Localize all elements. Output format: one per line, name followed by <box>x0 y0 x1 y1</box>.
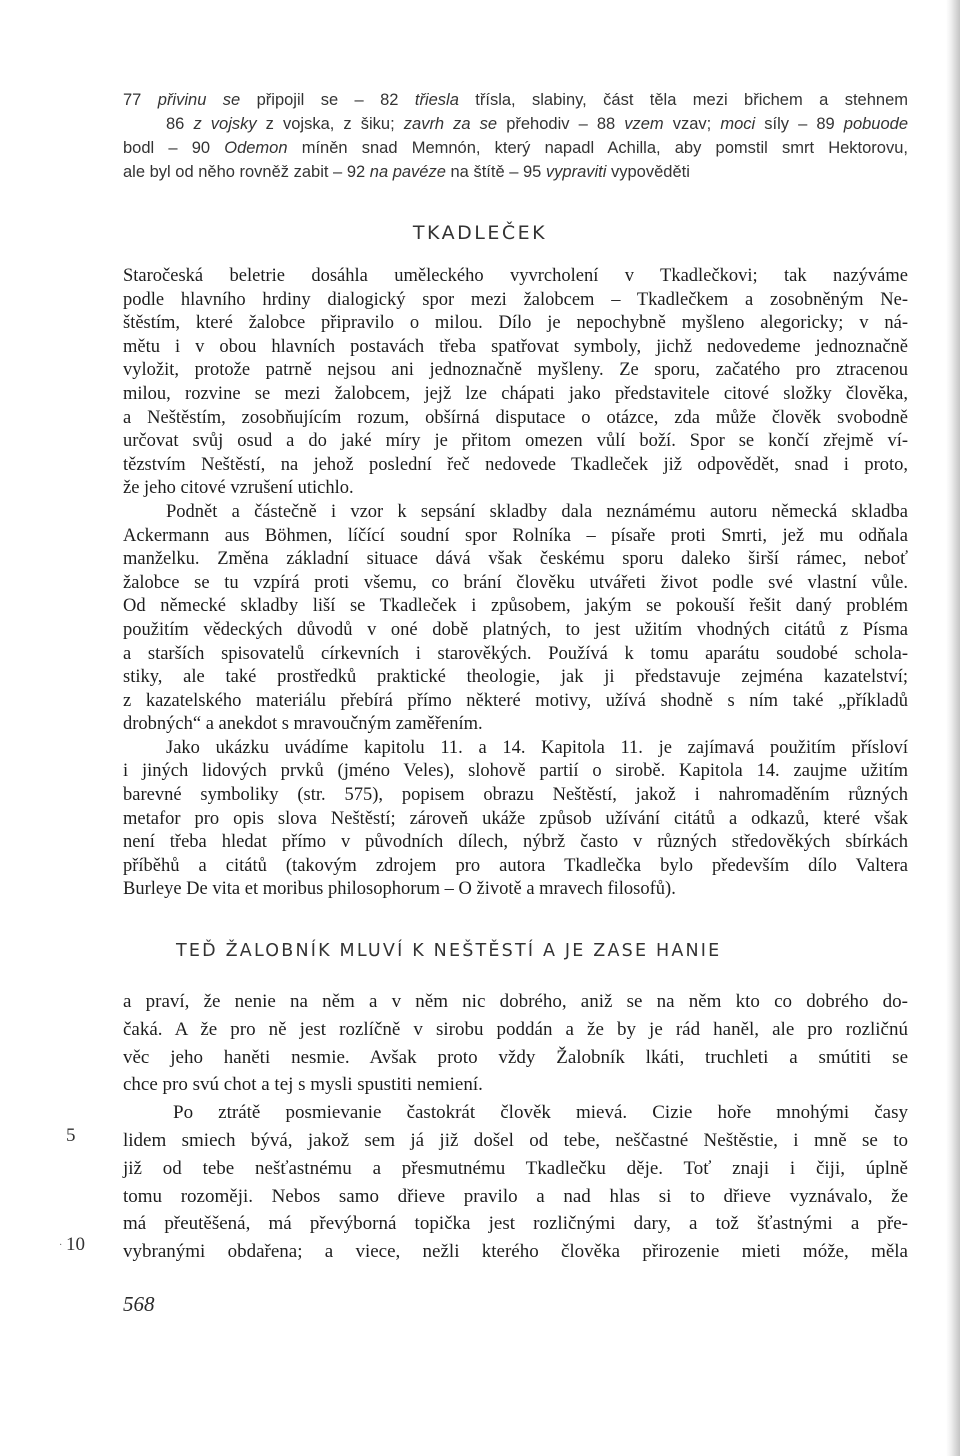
page-number: 568 <box>123 1292 155 1316</box>
footnote-term: moci <box>720 115 756 133</box>
intro-line: a Neštěstím, zosobňujícím rozum, obšírná disputace o otázce, zda může člověk svobodně <box>123 407 908 428</box>
intro-line: použitím vědeckých důvodů v oné době platných, to jest užitím vhodných citátů z Písma <box>123 619 908 640</box>
footnote-gloss: připojil se – 82 <box>240 91 415 109</box>
footnote-gloss: z vojska, z šiku; <box>256 115 404 133</box>
intro-line: z kazatelského materiálu přebírá přímo některé motivy, užívá shodně s ním také „příkladů <box>123 690 908 711</box>
intro-line: štěstím, které žalobce připravilo o milou. Dílo je nepochybně myšleno alegoricky; v ná- <box>123 313 908 334</box>
intro-line: i jiných lidových prvků (jméno Veles), slohově partií o sirobě. Kapitola 14. zaujme užitím <box>123 761 908 782</box>
intro-line: Jako ukázku uvádíme kapitolu 11. a 14. Kapitola 11. je zajímavá použitím přísloví <box>166 737 908 758</box>
intro-line: že jeho citové vzrušení utichlo. <box>123 478 354 499</box>
footnote-gloss: 77 <box>123 91 158 109</box>
intro-line: barevné symboliky (str. 575), popisem obrazu Neštěstí, jakož i nahromaděním různých <box>123 785 908 806</box>
intro-line: milou, rozvine se mezi žalobcem, jejž lze chápati jako představitele citové složky člověka, <box>123 383 908 404</box>
text-line: a praví, že nenie na něm a v něm nic dobrého, aniž se na něm kto co dobrého do- <box>123 991 908 1012</box>
text-line: lidem smiech bývá, jakož sem já již došel od tebe, neščastné Neštěstie, i mně se to <box>123 1129 908 1151</box>
footnote-term: Odemon <box>224 139 288 157</box>
footnote-term: na pavéze <box>369 163 446 181</box>
footnote-gloss: síly – 89 <box>755 115 844 133</box>
line-number: 10 <box>66 1234 85 1255</box>
intro-line: Od německé skladby liší se Tkadleček i způsobem, jakým se pokouší řešit daný problém <box>123 596 908 617</box>
margin-mark: · <box>59 1240 63 1251</box>
text-line: již od tebe nešťastnému a přesmutnému Tkadlečku děje. Toť znaji i čiji, úplně <box>123 1157 908 1179</box>
text-line: Po ztrátě posmievanie častokrát člověk mievá. Cizie hoře mnohými časy <box>173 1102 908 1124</box>
intro-line: drobných“ a anekdot s mravoučným zaměřením. <box>123 714 483 735</box>
footnote-gloss: vzav; <box>663 115 721 133</box>
intro-line: Podnět a částečně i vzor k sepsání skladby dala neznámému autoru německá skladba <box>166 501 908 522</box>
intro-line: tězstvím Neštěstí, na jehož poslední řeč nedovede Tkadleček již odpovědět, snad i proto, <box>123 454 908 475</box>
intro-line: určovat svůj osud a do jaké míry je přitom omezen vůlí boží. Spor se končí zřejmě ví- <box>123 431 908 452</box>
intro-line: stiky, ale také prostředků praktické theologie, jak ji představuje zejména kazatelství; <box>123 667 908 688</box>
footnote-line <box>123 88 908 112</box>
text-line: má přeutěšená, má převýborná topička jest rozličnými dary, a tož šťastnými a pře- <box>123 1213 908 1235</box>
chapter-title: TEĎ ŽALOBNÍK MLUVÍ K NEŠTĚSTÍ A JE ZASE HANIE <box>176 941 722 961</box>
intro-line: mětu i v obou hlavních postavách třeba spatřovat symboly, jichž nedovedeme jednoznačně <box>123 336 908 357</box>
intro-line: Ackermann aus Böhmen, líčící soudní spor Rolníka – písaře proti Smrti, jež mu odňala <box>123 525 908 546</box>
footnote-term: z vojsky <box>193 115 257 133</box>
intro-line: Burleye De vita et moribus philosophorum – O životě a mravech filosofů). <box>123 879 676 900</box>
footnote-gloss: míněn snad Memnón, který napadl Achilla, aby pomstil smrt Hektorovu, <box>287 139 908 157</box>
footnote-term: pobuode <box>843 115 909 133</box>
intro-line: Staročeská beletrie dosáhla uměleckého vyvrcholení v Tkadlečkovi; tak nazýváme <box>123 266 908 286</box>
footnote-term: zavrh za se <box>403 115 498 133</box>
intro-line: podle hlavního hrdiny dialogický spor mezi žalobcem – Tkadlečkem a zosobněným Ne- <box>123 289 908 310</box>
footnote-gloss: ale byl od něho rovněž zabit – 92 <box>123 163 370 181</box>
footnote-gloss: přehodiv – 88 <box>497 115 625 133</box>
intro-line: příběhů a citátů (takovým zdrojem pro autora Tkadlečka bylo především dílo Valtera <box>123 855 908 876</box>
footnote-gloss: bodl – 90 <box>123 139 225 157</box>
text-line: čaká. A že pro ně jest rozlíčně v sirobu poddán a že by je rád haněl, ale pro rozličnú <box>123 1018 908 1040</box>
footnote-gloss: vypověděti <box>606 163 690 181</box>
footnote-term: přivinu se <box>157 91 241 109</box>
footnote-line <box>123 112 908 136</box>
page-edge-shadow <box>946 0 960 1456</box>
footnote-gloss: na štítě – 95 <box>445 163 546 181</box>
footnote-line <box>123 136 908 160</box>
intro-line: metafor pro opis slova Neštěstí; zároveň ukáže způsob užívání citátů a odkazů, které však <box>123 808 908 829</box>
intro-line: a starších spisovatelů církevních i starověkých. Používá k tomu aparátu soudobé schola- <box>123 643 908 664</box>
intro-line: vyložit, protože patrně nejsou ani jednoznačně myšleny. Ze sporu, začatého pro ztracenou <box>123 360 908 381</box>
text-line: chce pro svú chot a tej s mysli spustiti nemiení. <box>123 1074 483 1096</box>
intro-line: žalobce se tu vzpírá proti všemu, co brání člověku utvářeti život podle své vlastní vůle. <box>123 572 908 593</box>
text-line: tomu rozoměji. Nebos samo dřieve pravilo a nad hlas si to dřieve vyznávalo, že <box>123 1185 908 1207</box>
intro-line: není třeba hledat přímo v původních dílech, nýbrž často v různých středověkých sbírkách <box>123 832 908 853</box>
footnote-gloss: třísla, slabiny, část těla mezi břichem a stehnem <box>458 91 908 109</box>
section-title: TKADLEČEK <box>412 222 548 244</box>
intro-text <box>123 265 908 902</box>
text-line: věc jeho haněti nesmie. Avšak proto vždy Žalobník lkáti, truchleti a smútiti se <box>123 1046 908 1068</box>
footnote-gloss: 86 <box>166 115 194 133</box>
line-number: 5 <box>66 1125 76 1146</box>
text-line: vybranými obdařena; a viece, nežli kterého člověka přirozenie mieti móže, měla <box>123 1241 908 1263</box>
footnote-term: vypraviti <box>545 163 607 181</box>
footnote-term: vzem <box>624 115 664 133</box>
intro-line: manželku. Změna základní situace dává však českému sporu daleko širší rámec, neboť <box>123 549 908 570</box>
chapter-text <box>123 988 908 1266</box>
footnote-line <box>123 160 908 184</box>
footnote-term: třiesla <box>414 91 459 109</box>
footnotes-block <box>123 88 908 184</box>
